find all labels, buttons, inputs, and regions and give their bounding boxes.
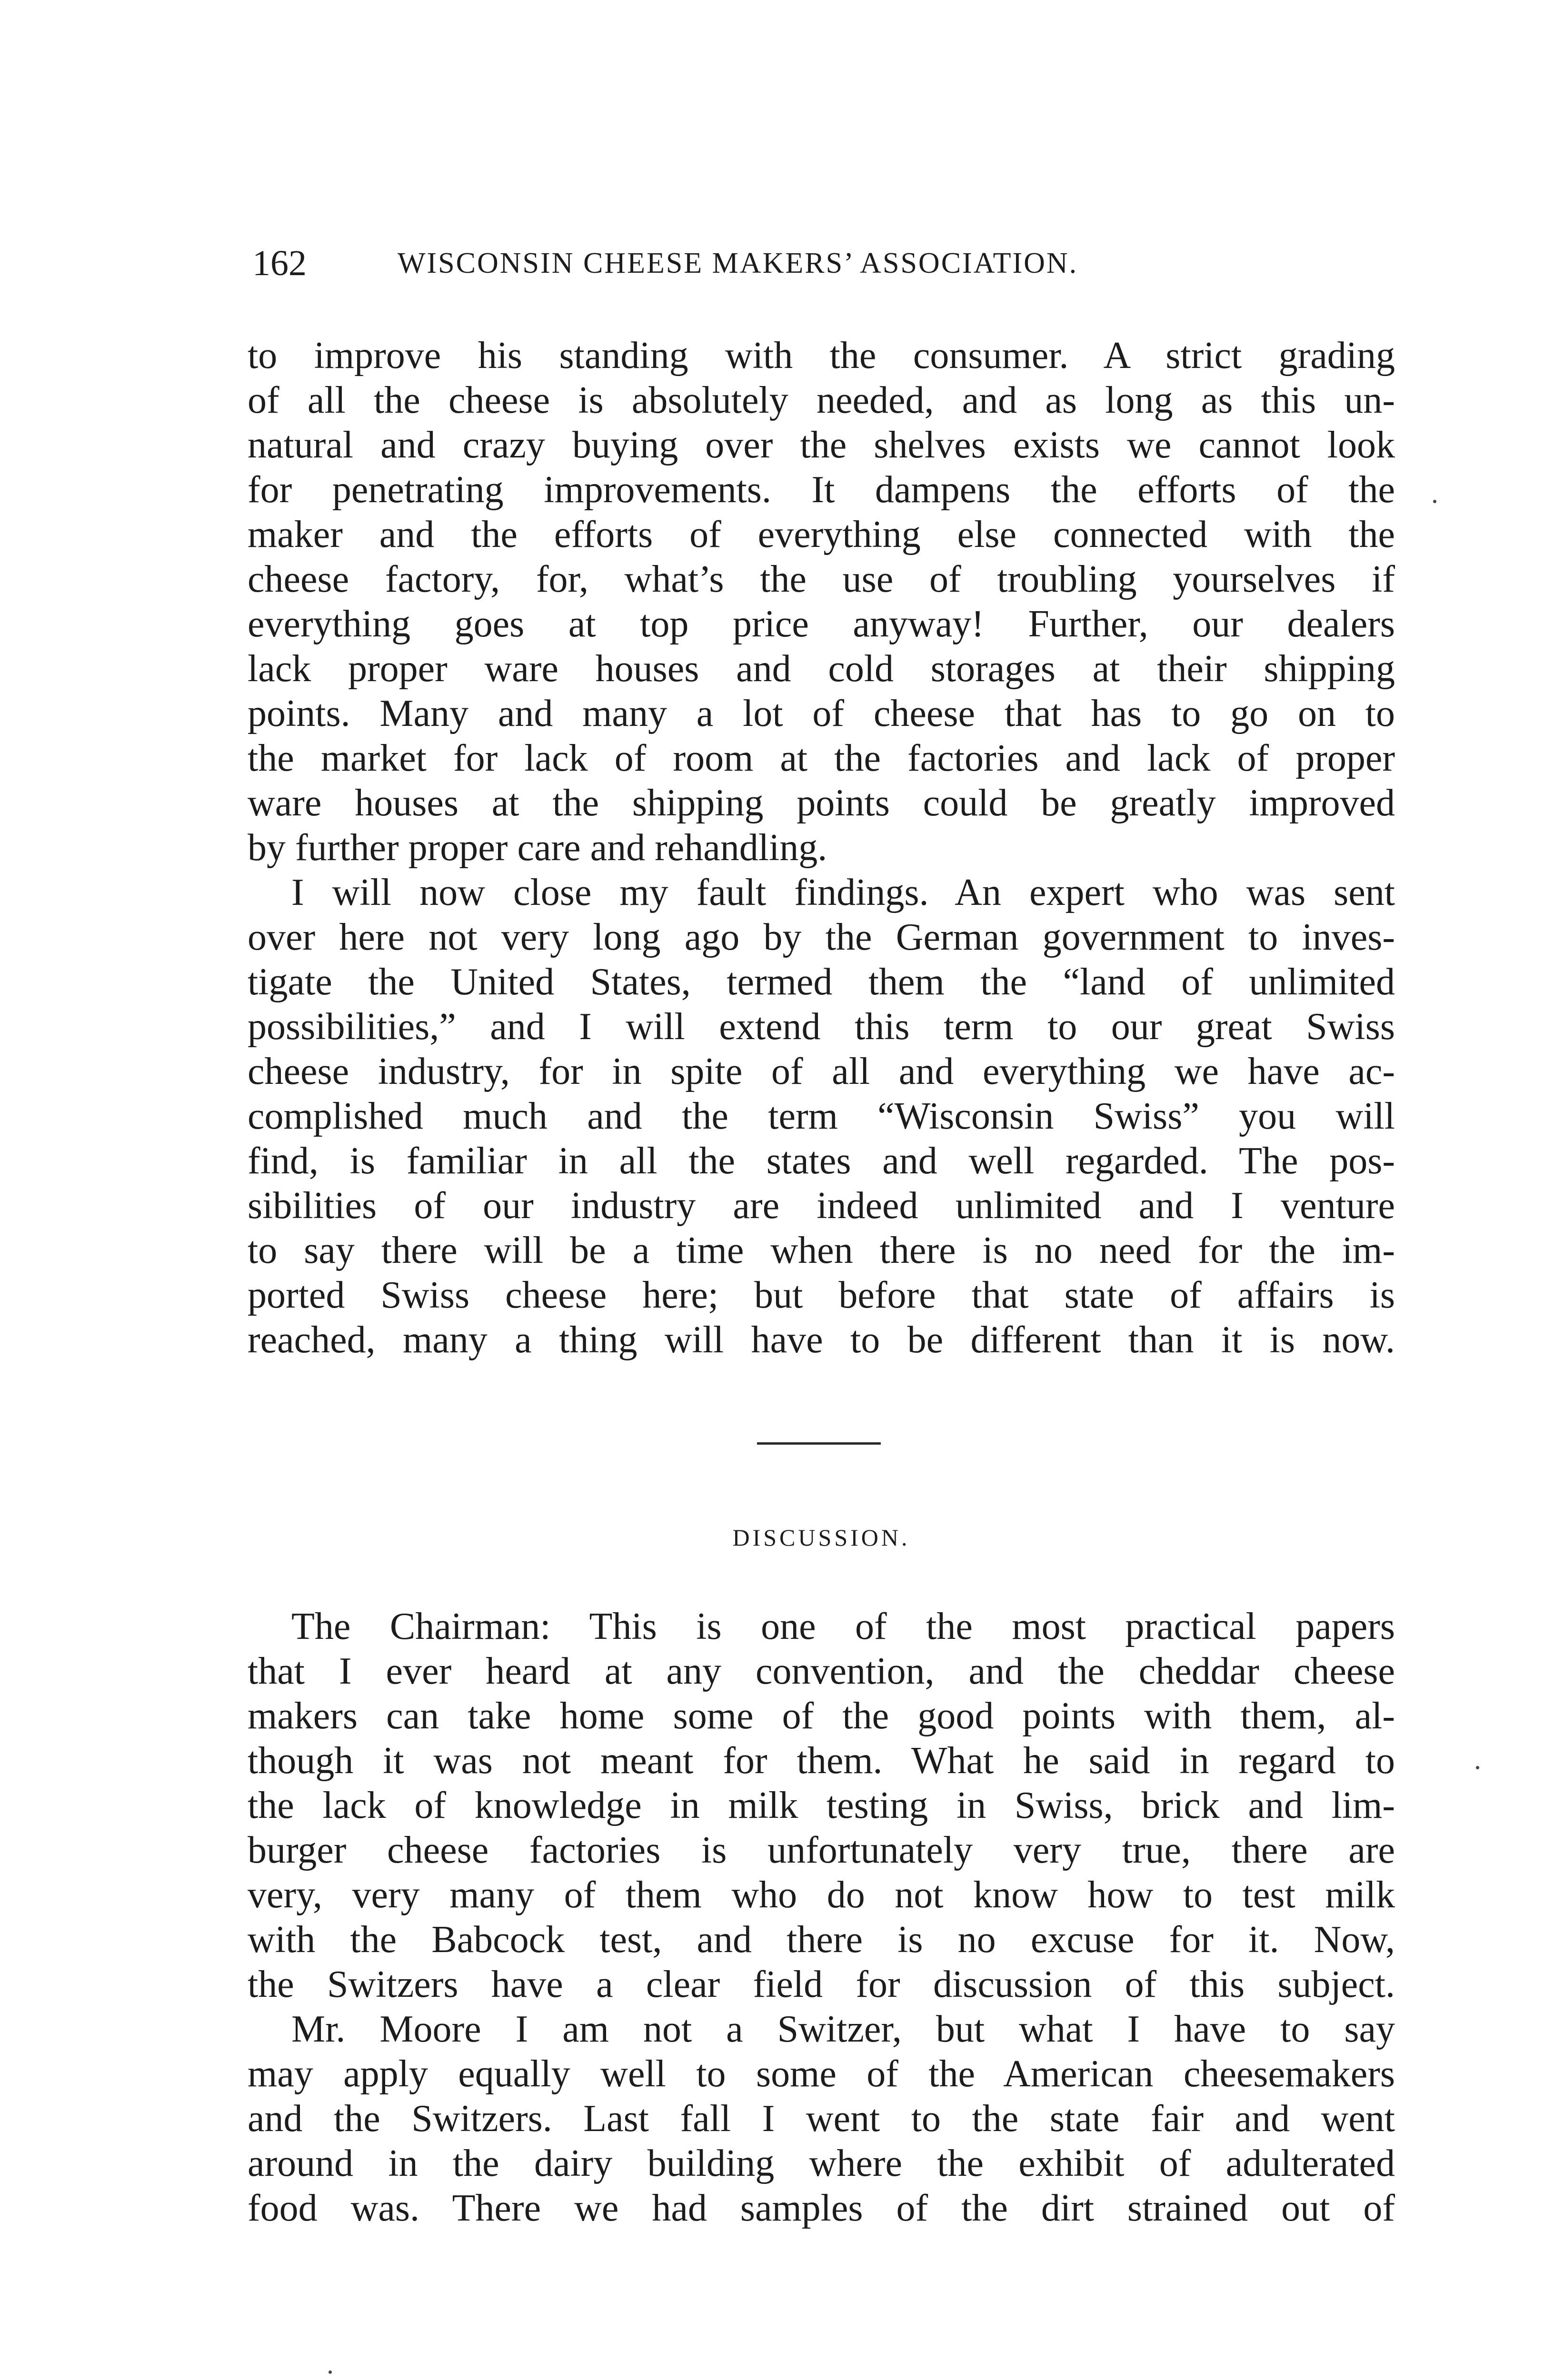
text-line: may apply equally well to some of the American cheesemakers: [248, 2053, 1395, 2095]
scan-speck: [1476, 1766, 1479, 1769]
text-line: makers can take home some of the good points with them, al-: [248, 1695, 1395, 1737]
paper-conclusion-text: [248, 333, 1395, 1362]
text-line: very, very many of them who do not know how to test milk: [248, 1874, 1395, 1916]
text-line: complished much and the term “Wisconsin Swiss” you will: [248, 1095, 1395, 1137]
text-line: the lack of knowledge in milk testing in Swiss, brick and lim-: [248, 1785, 1395, 1826]
running-title: WISCONSIN CHEESE MAKERS’ ASSOCIATION.: [398, 247, 1078, 279]
text-line: though it was not meant for them. What he said in regard to: [248, 1740, 1395, 1782]
text-line: cheese industry, for in spite of all and everything we have ac-: [248, 1051, 1395, 1092]
section-divider-rule: [757, 1442, 881, 1445]
text-line: sibilities of our industry are indeed unlimited and I venture: [248, 1185, 1395, 1227]
text-line: of all the cheese is absolutely needed, and as long as this un-: [248, 379, 1395, 421]
scan-speck: [329, 2370, 332, 2374]
text-line: maker and the efforts of everything else connected with the: [248, 514, 1395, 555]
page-number: 162: [252, 243, 307, 283]
text-line: around in the dairy building where the exhibit of adulterated: [248, 2142, 1395, 2184]
text-line: lack proper ware houses and cold storages at their shipping: [248, 648, 1395, 690]
section-heading: DISCUSSION.: [732, 1524, 910, 1551]
text-line: by further proper care and rehandling.: [248, 827, 827, 869]
text-line: burger cheese factories is unfortunately very true, there are: [248, 1829, 1395, 1871]
text-line: tigate the United States, termed them the “land of unlimited: [248, 961, 1395, 1003]
text-line: natural and crazy buying over the shelves exists we cannot look: [248, 424, 1395, 466]
discussion-text: [248, 1604, 1395, 2231]
scan-speck: [1433, 500, 1436, 503]
text-line: cheese factory, for, what’s the use of troubling yourselves if: [248, 558, 1395, 600]
text-line: The Chairman: This is one of the most practical papers: [291, 1606, 1395, 1647]
text-line: that I ever heard at any convention, and the cheddar cheese: [248, 1650, 1395, 1692]
text-line: find, is familiar in all the states and well regarded. The pos-: [248, 1140, 1395, 1182]
text-line: ware houses at the shipping points could be greatly improved: [248, 782, 1395, 824]
text-line: I will now close my fault findings. An expert who was sent: [291, 872, 1395, 913]
text-line: over here not very long ago by the German government to inves-: [248, 916, 1395, 958]
text-line: for penetrating improvements. It dampens the efforts of the: [248, 469, 1395, 511]
text-line: the Switzers have a clear field for discussion of this subject.: [248, 1964, 1395, 2005]
text-line: the market for lack of room at the factories and lack of proper: [248, 737, 1395, 779]
text-line: reached, many a thing will have to be different than it is now.: [248, 1319, 1395, 1361]
text-line: points. Many and many a lot of cheese that has to go on to: [248, 693, 1395, 734]
text-line: possibilities,” and I will extend this term to our great Swiss: [248, 1006, 1395, 1048]
text-line: everything goes at top price anyway! Further, our dealers: [248, 603, 1395, 645]
text-line: to say there will be a time when there is no need for the im-: [248, 1230, 1395, 1271]
text-line: ported Swiss cheese here; but before that state of affairs is: [248, 1274, 1395, 1316]
page-header: [252, 242, 1395, 285]
text-line: to improve his standing with the consumer. A strict grading: [248, 335, 1395, 377]
text-line: food was. There we had samples of the dirt strained out of: [248, 2187, 1395, 2229]
text-line: with the Babcock test, and there is no excuse for it. Now,: [248, 1919, 1395, 1961]
text-line: and the Switzers. Last fall I went to the state fair and went: [248, 2098, 1395, 2140]
text-line: Mr. Moore I am not a Switzer, but what I have to say: [291, 2008, 1395, 2050]
